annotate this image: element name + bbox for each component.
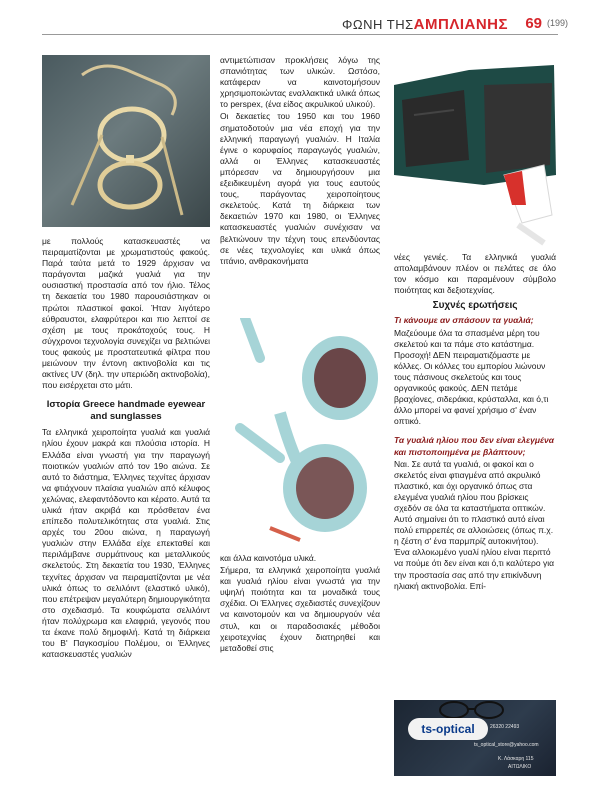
faq-question: Τα γυαλιά ηλίου που δεν είναι ελεγμένα και πιστοποιημένα με βλάπτουν; xyxy=(394,435,555,457)
advertisement-ts-optical[interactable] xyxy=(394,700,556,776)
paragraph: νέες γενιές. Τα ελληνικά γυαλιά απολαμβάνουν πλέον οι πελάτες σε όλο τον κόσμο και παραμένουν σύμβολο ποιότητας και δεξιοτεχνίας. xyxy=(394,252,556,296)
issue-number: (199) xyxy=(546,18,568,28)
blue-sunglasses-illustration xyxy=(220,318,380,550)
glasses-frame-icon xyxy=(394,700,556,720)
paragraph: και άλλα καινοτόμα υλικά. xyxy=(220,553,317,563)
paragraph: Οι δεκαετίες του 1950 και του 1960 σηματοδοτούν μια νέα εποχή για την ελληνική παραγωγή γυαλιών. Η Ιταλία έγινε ο κορυφαίος παραγωγός γυαλιών, αλλά οι Έλληνες κατασκευαστές μπόρεσαν να δημιουργήσουν μια εξειδικευμένη αγορά για τους εαυτούς τους, παράγοντας χειροποίητους σκελετούς. Κατά τη διάρκεια των δεκαετιών 1970 και 1980, οι Έλληνες κατασκευαστές γυαλιών συνέχισαν να βελτιώνουν την τέχνη τους επενδύοντας σε νέες τεχνολογίες και υλικά όπως τιτάνιο, ανθρακονήματα xyxy=(220,111,380,266)
text-column-3 xyxy=(394,252,556,694)
ad-phone: 26320 22493 xyxy=(490,724,520,730)
paragraph: αντιμετώπισαν προκλήσεις λόγω της σπανιότητας των υλικών. Ωστόσο, κατάφεραν να καινοτομήσουν χρησιμοποιώντας εναλλακτικά υλικά όπως το perspex, (ένα είδος ακρυλικού υλικού). xyxy=(220,55,380,110)
faq-question: Τι κάνουμε αν σπάσουν τα γυαλιά; xyxy=(394,315,534,326)
paragraph: Τα ελληνικά χειροποίητα γυαλιά και γυαλιά ηλίου έχουν μακρά και πλούσια ιστορία. Η Ελλάδα είναι γνωστή για την παραγωγή ποιοτικών γυαλιών από τον 19ο αιώνα. Σε αυτό το διάστημα, Έλληνες τεχνίτες άρχισαν να φτιάχνουν πλαίσια γυαλιών από κέλυφος χελώνας, ελεφαντόδοντο και κέρατο. Αυτά τα υλικά ήταν ακριβά και πρόσθεταν ένα επίπεδο πολυτελικότητας στα γυαλιά. Στις αρχές του 20ου αιώνα, η παραγωγή γυαλιών στην Ελλάδα είχε επεκταθεί και περιλάμβανε συρμάτινους και μεταλλικούς σκελετούς. Στη δεκαετία του 1930, Έλληνες τεχνίτες άρχισαν να πειραματίζονται με νέα υλικά όπως το σελιλόιντ (ελαστικό υλικό), που επέτρεψαν μεγαλύτερη δημιουργικότητα στο σχεδιασμό. Τα κουφώματα σελιλόιντ ήταν πολύχρωμα και ελαφριά, γεγονός που τα έκανε πολύ δημοφιλή. Κατά τη διάρκεια του Β' Παγκοσμίου Πολέμου, οι Έλληνες κατασκευαστές γυαλιών xyxy=(42,427,210,660)
text-column-2-bottom xyxy=(220,553,380,783)
section-subheading: Ιστορία Greece handmade eyewear and sunglasses xyxy=(46,399,206,423)
text-column-2-top xyxy=(220,55,380,310)
paragraph: με πολλούς κατασκευαστές να πειραματίζονται με χρωματιστούς φακούς. Παρά ταύτα μετά το 1929 άρχισαν να παράγονται μαζικά γυαλιά για την ουσιαστική προστασία από τον ήλιο. Τέλος τη δεκαετία του 1980 παρουσιάστηκαν οι πρώτοι πλαστικοί φακοί. Ήταν λιγότερο εύθραυστοι, ελαφρύτεροι και πιο λεπτοί σε σχέση με τους προκάτοχούς τους. Η σύγχρονοι τεχνολογία συνεχίζει να βελτιώνει τους φακούς με προστατευτικά φίλτρα που μειώνουν την έντονη ακτινοβολία και τις ακτίνες UV (δηλ. την υπεριώδη ακτινοβολία), που εισέρχεται στο μάτι. xyxy=(42,236,210,391)
header-rule xyxy=(42,34,558,35)
faq-answer: Μαζεύουμε όλα τα σπασμένα μέρη του σκελετού και τα πάμε στο κατάστημα. Προσοχή! ΔΕΝ πειραματιζόμαστε με κόλλες. Οι κόλλες του εμπορίου λιώνουν τους πάσινους σκελετούς και τους οργανικούς φακούς. ΔΕΝ πετάμε βραχίονες, σιδεράκια, κρύσταλλα, και ό,τι άλλο μπορεί να φανεί χρήσιμο σ' έναν οπτικό. xyxy=(394,327,549,427)
text-column-1 xyxy=(42,236,210,788)
photo-green-sunglasses xyxy=(394,55,556,247)
page-header xyxy=(300,14,570,36)
faq-heading: Συχνές ερωτήσεις xyxy=(432,300,518,312)
publication-title: ΦΩΝΗ ΤΗΣΑΜΠΛΙΑΝΗΣ xyxy=(342,16,508,33)
page-number: 69 xyxy=(525,15,542,32)
ad-brand-logo: ts-optical xyxy=(408,718,488,740)
faq-answer: Ναι. Σε αυτά τα γυαλιά, οι φακοί και ο σκελετός είναι φτιαγμένα από ακρυλικό πλαστικό, και όχι οργανικό όπως στα ελεγμένα γυαλιά ηλίου που βρίσκεις σχεδόν σε όλα τα καταστήματα οπτικών. Αυτό σημαίνει ότι το πλαστικό αυτό είναι πολύ επιρρεπές σε αλλοιώσεις (όπως π.χ. η ζέστη σ' ένα παρμπρίζ αυτοκινήτου). Ένα αλλοιωμένο γυαλί ηλίου είναι περιττό να πούμε ότι δεν είναι και ό,τι καλύτερο για την προστασία σας από την επικίνδυνη ηλιακή ακτινοβολία. Επί- xyxy=(394,458,555,591)
vintage-glasses-illustration xyxy=(42,55,210,227)
ad-city: ΑΙΤΩΛΙΚΟ xyxy=(508,764,532,770)
photo-vintage-glasses xyxy=(42,55,210,227)
photo-blue-sunglasses xyxy=(220,318,380,550)
green-sunglasses-illustration xyxy=(394,55,556,247)
ad-email: ts_optical_store@yahoo.com xyxy=(474,742,539,748)
paragraph: Σήμερα, τα ελληνικά χειροποίητα γυαλιά και γυαλιά ηλίου είναι γνωστά για την υψηλή ποιότητα και τα μοναδικά τους σχέδια. Οι Έλληνες σχεδιαστές συνεχίζουν να καινοτομούν και να δημιουργούν νέα στυλ, και οι παραδοσιακές μέθοδοι χειροτεχνίας έχουν διατηρηθεί και μεταδοθεί στις xyxy=(220,565,380,653)
ad-address: Κ. Λάσκαρη 115 xyxy=(498,756,534,762)
